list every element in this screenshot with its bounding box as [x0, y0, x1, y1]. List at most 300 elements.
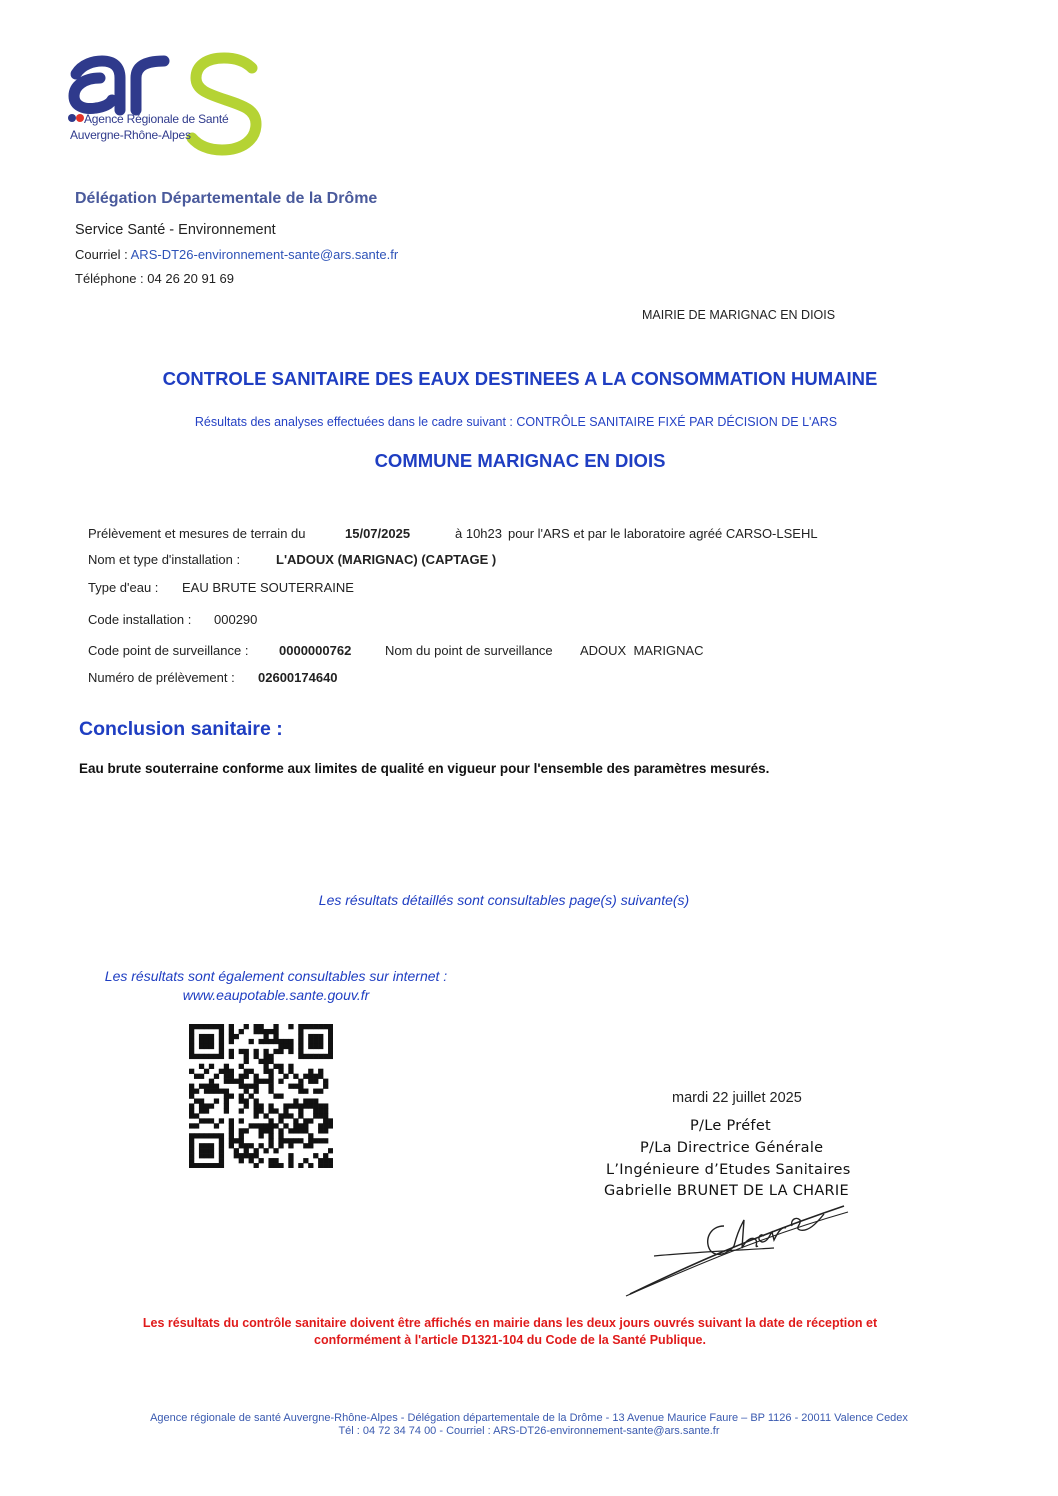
conclusion-heading: Conclusion sanitaire :	[79, 718, 283, 740]
qr-module	[298, 1113, 303, 1118]
qr-module	[229, 1069, 234, 1074]
qr-module	[308, 1103, 313, 1108]
qr-module	[273, 1163, 278, 1168]
qr-module	[298, 1049, 303, 1054]
qr-module	[268, 1059, 273, 1064]
qr-module	[189, 1084, 194, 1089]
qr-module	[194, 1054, 199, 1059]
qr-module	[318, 1074, 323, 1079]
qr-module	[328, 1029, 333, 1034]
qr-module	[219, 1069, 224, 1074]
qr-module	[214, 1123, 219, 1128]
qr-module	[298, 1024, 303, 1029]
qr-module	[268, 1103, 273, 1108]
signatory-line: P/Le Préfet	[690, 1118, 772, 1134]
qr-module	[254, 1084, 259, 1089]
qr-module	[318, 1024, 323, 1029]
qr-module	[308, 1118, 313, 1123]
qr-module	[239, 1029, 244, 1034]
qr-module	[204, 1103, 209, 1108]
qr-module	[268, 1069, 273, 1074]
qr-module	[254, 1153, 259, 1158]
qr-module	[189, 1158, 194, 1163]
qr-module	[328, 1044, 333, 1049]
qr-module	[244, 1059, 249, 1064]
qr-module	[189, 1123, 194, 1128]
website-link[interactable]: www.eaupotable.sante.gouv.fr	[182, 987, 370, 1003]
nom-point-value: ADOUX MARIGNAC	[580, 643, 704, 658]
qr-module	[313, 1074, 318, 1079]
qr-module	[323, 1153, 328, 1158]
qr-module	[308, 1143, 313, 1148]
qr-module	[204, 1118, 209, 1123]
qr-module	[303, 1128, 308, 1133]
qr-module	[283, 1074, 288, 1079]
qr-module	[298, 1089, 303, 1094]
signatory-line: L’Ingénieure d’Etudes Sanitaires	[606, 1162, 851, 1178]
qr-module	[318, 1054, 323, 1059]
qr-module	[259, 1158, 264, 1163]
qr-module	[323, 1123, 328, 1128]
analysis-context: Résultats des analyses effectuées dans le cadre suivant : CONTRÔLE SANITAIRE FIXÉ PAR DÉCISION DE L'ARS	[194, 415, 838, 429]
qr-module	[278, 1044, 283, 1049]
qr-module	[199, 1098, 204, 1103]
qr-module	[283, 1103, 288, 1108]
qr-module	[298, 1079, 303, 1084]
qr-module	[303, 1143, 308, 1148]
qr-module	[298, 1034, 303, 1039]
qr-module	[263, 1148, 268, 1153]
qr-module	[199, 1108, 204, 1113]
qr-code[interactable]	[189, 1024, 333, 1168]
qr-module	[199, 1148, 204, 1153]
qr-module	[293, 1123, 298, 1128]
qr-module	[323, 1163, 328, 1168]
qr-module	[298, 1163, 303, 1168]
qr-module	[278, 1079, 283, 1084]
qr-module	[318, 1103, 323, 1108]
qr-module	[278, 1138, 283, 1143]
qr-module	[189, 1089, 194, 1094]
qr-module	[244, 1069, 249, 1074]
qr-module	[219, 1029, 224, 1034]
qr-module	[328, 1039, 333, 1044]
qr-module	[239, 1064, 244, 1069]
qr-module	[259, 1123, 264, 1128]
qr-module	[189, 1108, 194, 1113]
qr-module	[224, 1094, 229, 1099]
qr-module	[268, 1158, 273, 1163]
qr-module	[254, 1103, 259, 1108]
prelevement-time: à 10h23	[455, 526, 502, 541]
qr-module	[199, 1118, 204, 1123]
qr-module	[209, 1039, 214, 1044]
qr-module	[204, 1133, 209, 1138]
qr-module	[318, 1044, 323, 1049]
qr-module	[199, 1084, 204, 1089]
qr-module	[219, 1143, 224, 1148]
qr-module	[323, 1128, 328, 1133]
prelevement-date: 15/07/2025	[345, 526, 411, 541]
service-name: Service Santé - Environnement	[75, 222, 276, 238]
qr-module	[194, 1024, 199, 1029]
internet-note-text: Les résultats sont également consultables sur internet :	[104, 968, 448, 984]
qr-module	[268, 1163, 273, 1168]
qr-module	[268, 1089, 273, 1094]
signatory-name: Gabrielle BRUNET DE LA CHARIE	[604, 1183, 849, 1199]
qr-module	[293, 1128, 298, 1133]
qr-module	[313, 1034, 318, 1039]
qr-module	[234, 1153, 239, 1158]
qr-module	[308, 1034, 313, 1039]
qr-module	[278, 1163, 283, 1168]
qr-module	[278, 1118, 283, 1123]
qr-module	[318, 1113, 323, 1118]
qr-module	[194, 1113, 199, 1118]
qr-module	[194, 1123, 199, 1128]
qr-module	[288, 1163, 293, 1168]
qr-module	[308, 1098, 313, 1103]
qr-module	[219, 1118, 224, 1123]
qr-module	[209, 1133, 214, 1138]
qr-module	[313, 1044, 318, 1049]
qr-module	[209, 1163, 214, 1168]
qr-module	[239, 1128, 244, 1133]
qr-module	[288, 1128, 293, 1133]
qr-module	[318, 1123, 323, 1128]
qr-module	[323, 1108, 328, 1113]
main-title: CONTROLE SANITAIRE DES EAUX DESTINEES A LA CONSOMMATION HUMAINE	[162, 368, 878, 389]
qr-module	[308, 1054, 313, 1059]
qr-module	[283, 1108, 288, 1113]
qr-module	[268, 1029, 273, 1034]
qr-module	[219, 1049, 224, 1054]
qr-module	[298, 1123, 303, 1128]
qr-module	[199, 1034, 204, 1039]
delegation-heading: Délégation Départementale de la Drôme	[75, 190, 378, 207]
qr-module	[209, 1148, 214, 1153]
qr-module	[214, 1089, 219, 1094]
qr-module	[214, 1163, 219, 1168]
qr-module	[229, 1029, 234, 1034]
qr-module	[219, 1158, 224, 1163]
qr-module	[199, 1133, 204, 1138]
qr-module	[323, 1024, 328, 1029]
qr-module	[318, 1128, 323, 1133]
qr-module	[189, 1069, 194, 1074]
qr-module	[249, 1143, 254, 1148]
posting-warning	[60, 1315, 960, 1349]
qr-module	[199, 1044, 204, 1049]
qr-module	[298, 1108, 303, 1113]
qr-module	[194, 1098, 199, 1103]
code-installation-value: 000290	[214, 612, 258, 627]
qr-module	[239, 1133, 244, 1138]
qr-module	[328, 1054, 333, 1059]
qr-module	[283, 1113, 288, 1118]
qr-module	[308, 1163, 313, 1168]
qr-module	[323, 1118, 328, 1123]
qr-module	[209, 1084, 214, 1089]
qr-module	[278, 1069, 283, 1074]
qr-module	[239, 1158, 244, 1163]
qr-module	[244, 1143, 249, 1148]
qr-module	[278, 1049, 283, 1054]
qr-module	[313, 1098, 318, 1103]
qr-module	[273, 1029, 278, 1034]
qr-module	[293, 1074, 298, 1079]
qr-module	[298, 1054, 303, 1059]
qr-module	[313, 1039, 318, 1044]
qr-module	[224, 1108, 229, 1113]
qr-module	[229, 1079, 234, 1084]
qr-module	[263, 1059, 268, 1064]
qr-module	[288, 1039, 293, 1044]
qr-module	[229, 1024, 234, 1029]
qr-module	[318, 1089, 323, 1094]
qr-module	[229, 1118, 234, 1123]
qr-module	[209, 1089, 214, 1094]
qr-module	[244, 1089, 249, 1094]
qr-module	[263, 1039, 268, 1044]
qr-module	[194, 1163, 199, 1168]
qr-module	[199, 1103, 204, 1108]
type-eau-label: Type d'eau :	[88, 580, 159, 595]
qr-module	[259, 1128, 264, 1133]
qr-module	[323, 1084, 328, 1089]
qr-module	[328, 1158, 333, 1163]
qr-module	[204, 1034, 209, 1039]
qr-module	[239, 1153, 244, 1158]
qr-module	[303, 1089, 308, 1094]
qr-module	[254, 1054, 259, 1059]
courriel-email-link[interactable]: ARS-DT26-environnement-sante@ars.sante.fr	[130, 247, 399, 262]
qr-module	[229, 1034, 234, 1039]
qr-module	[303, 1118, 308, 1123]
qr-module	[229, 1128, 234, 1133]
numero-label: Numéro de prélèvement :	[88, 670, 235, 685]
qr-module	[268, 1074, 273, 1079]
qr-module	[219, 1138, 224, 1143]
qr-module	[273, 1024, 278, 1029]
qr-module	[229, 1133, 234, 1138]
qr-module	[298, 1084, 303, 1089]
qr-module	[308, 1138, 313, 1143]
qr-module	[244, 1148, 249, 1153]
internet-note	[40, 967, 512, 1005]
logo-tagline: Agence Régionale de Santé	[84, 112, 229, 126]
qr-module	[278, 1143, 283, 1148]
qr-module	[234, 1148, 239, 1153]
qr-module	[288, 1084, 293, 1089]
qr-module	[244, 1084, 249, 1089]
qr-module	[229, 1094, 234, 1099]
qr-module	[273, 1158, 278, 1163]
qr-module	[288, 1069, 293, 1074]
qr-module	[263, 1128, 268, 1133]
prelevement-lab: pour l'ARS et par le laboratoire agréé CARSO-LSEHL	[508, 526, 818, 541]
qr-module	[254, 1113, 259, 1118]
qr-module	[224, 1103, 229, 1108]
qr-module	[209, 1153, 214, 1158]
qr-module	[283, 1138, 288, 1143]
qr-module	[204, 1153, 209, 1158]
qr-module	[254, 1029, 259, 1034]
logo-region: Auvergne-Rhône-Alpes	[70, 128, 191, 142]
qr-module	[293, 1118, 298, 1123]
footer	[0, 1412, 1058, 1438]
qr-module	[199, 1024, 204, 1029]
qr-module	[239, 1074, 244, 1079]
qr-module	[224, 1089, 229, 1094]
qr-module	[308, 1044, 313, 1049]
qr-module	[288, 1113, 293, 1118]
qr-module	[318, 1108, 323, 1113]
qr-module	[293, 1138, 298, 1143]
qr-module	[263, 1079, 268, 1084]
posting-warning-line: Les résultats du contrôle sanitaire doivent être affichés en mairie dans les deux jours ouvrés suivant la date de réception et	[142, 1316, 878, 1330]
qr-module	[308, 1069, 313, 1074]
qr-module	[189, 1044, 194, 1049]
qr-module	[189, 1034, 194, 1039]
qr-module	[219, 1163, 224, 1168]
qr-module	[249, 1069, 254, 1074]
qr-module	[303, 1098, 308, 1103]
qr-module	[318, 1163, 323, 1168]
qr-module	[194, 1133, 199, 1138]
qr-module	[224, 1074, 229, 1079]
qr-module	[244, 1153, 249, 1158]
qr-module	[209, 1044, 214, 1049]
qr-module	[288, 1143, 293, 1148]
qr-module	[219, 1024, 224, 1029]
qr-module	[328, 1163, 333, 1168]
qr-module	[189, 1029, 194, 1034]
numero-value: 02600174640	[258, 670, 338, 685]
qr-module	[268, 1108, 273, 1113]
qr-module	[204, 1069, 209, 1074]
qr-module	[204, 1054, 209, 1059]
telephone-line: Téléphone : 04 26 20 91 69	[75, 271, 235, 286]
qr-module	[273, 1034, 278, 1039]
qr-module	[189, 1163, 194, 1168]
installation-value: L'ADOUX (MARIGNAC) (CAPTAGE )	[276, 552, 497, 567]
qr-module	[254, 1089, 259, 1094]
qr-module	[209, 1024, 214, 1029]
qr-module	[214, 1054, 219, 1059]
qr-module	[288, 1103, 293, 1108]
qr-module	[288, 1049, 293, 1054]
qr-module	[244, 1024, 249, 1029]
qr-module	[303, 1054, 308, 1059]
qr-module	[278, 1064, 283, 1069]
qr-module	[263, 1049, 268, 1054]
qr-module	[234, 1034, 239, 1039]
qr-module	[189, 1049, 194, 1054]
qr-module	[204, 1163, 209, 1168]
qr-module	[303, 1158, 308, 1163]
qr-module	[204, 1089, 209, 1094]
qr-module	[288, 1138, 293, 1143]
signatory-line: P/La Directrice Générale	[640, 1140, 824, 1156]
qr-module	[293, 1103, 298, 1108]
qr-module	[199, 1074, 204, 1079]
qr-module	[303, 1074, 308, 1079]
qr-module	[259, 1143, 264, 1148]
qr-module	[189, 1113, 194, 1118]
qr-module	[308, 1079, 313, 1084]
qr-module	[288, 1158, 293, 1163]
qr-module	[263, 1069, 268, 1074]
qr-module	[303, 1024, 308, 1029]
qr-module	[229, 1049, 234, 1054]
qr-module	[189, 1054, 194, 1059]
qr-module	[239, 1143, 244, 1148]
qr-module	[259, 1039, 264, 1044]
qr-module	[259, 1029, 264, 1034]
qr-module	[194, 1089, 199, 1094]
qr-module	[313, 1138, 318, 1143]
footer-address: Agence régionale de santé Auvergne-Rhône-Alpes - Délégation départementale de la Drôme - 13 Avenue Maurice Faure – BP 1126 - 20011 Valence Cedex	[150, 1412, 908, 1424]
qr-module	[229, 1143, 234, 1148]
recipient-address: MAIRIE DE MARIGNAC EN DIOIS	[642, 308, 836, 322]
qr-module	[303, 1123, 308, 1128]
qr-module	[249, 1123, 254, 1128]
qr-module	[259, 1059, 264, 1064]
prelevement-label: Prélèvement et mesures de terrain du	[88, 526, 306, 541]
qr-module	[219, 1133, 224, 1138]
qr-module	[204, 1143, 209, 1148]
qr-module	[318, 1034, 323, 1039]
qr-module	[199, 1143, 204, 1148]
qr-module	[259, 1103, 264, 1108]
posting-warning-line: conformément à l'article D1321-104 du Code de la Santé Publique.	[314, 1333, 706, 1347]
installation-label: Nom et type d'installation :	[88, 552, 241, 567]
qr-module	[219, 1153, 224, 1158]
qr-module	[273, 1148, 278, 1153]
qr-module	[239, 1118, 244, 1123]
qr-module	[308, 1024, 313, 1029]
qr-module	[268, 1084, 273, 1089]
qr-module	[189, 1153, 194, 1158]
qr-module	[214, 1133, 219, 1138]
qr-module	[293, 1098, 298, 1103]
qr-module	[209, 1054, 214, 1059]
qr-module	[313, 1079, 318, 1084]
qr-module	[273, 1123, 278, 1128]
qr-module	[273, 1049, 278, 1054]
qr-module	[254, 1163, 259, 1168]
qr-module	[263, 1113, 268, 1118]
qr-module	[268, 1118, 273, 1123]
code-point-value: 0000000762	[279, 643, 352, 658]
qr-module	[313, 1089, 318, 1094]
qr-module	[278, 1039, 283, 1044]
qr-module	[229, 1074, 234, 1079]
qr-module	[244, 1103, 249, 1108]
qr-module	[298, 1138, 303, 1143]
qr-module	[323, 1079, 328, 1084]
qr-module	[199, 1039, 204, 1044]
qr-module	[249, 1158, 254, 1163]
qr-module	[288, 1024, 293, 1029]
qr-module	[313, 1108, 318, 1113]
qr-module	[328, 1024, 333, 1029]
courriel-label: Courriel :	[75, 247, 131, 262]
qr-module	[189, 1103, 194, 1108]
qr-module	[254, 1108, 259, 1113]
qr-module	[224, 1079, 229, 1084]
